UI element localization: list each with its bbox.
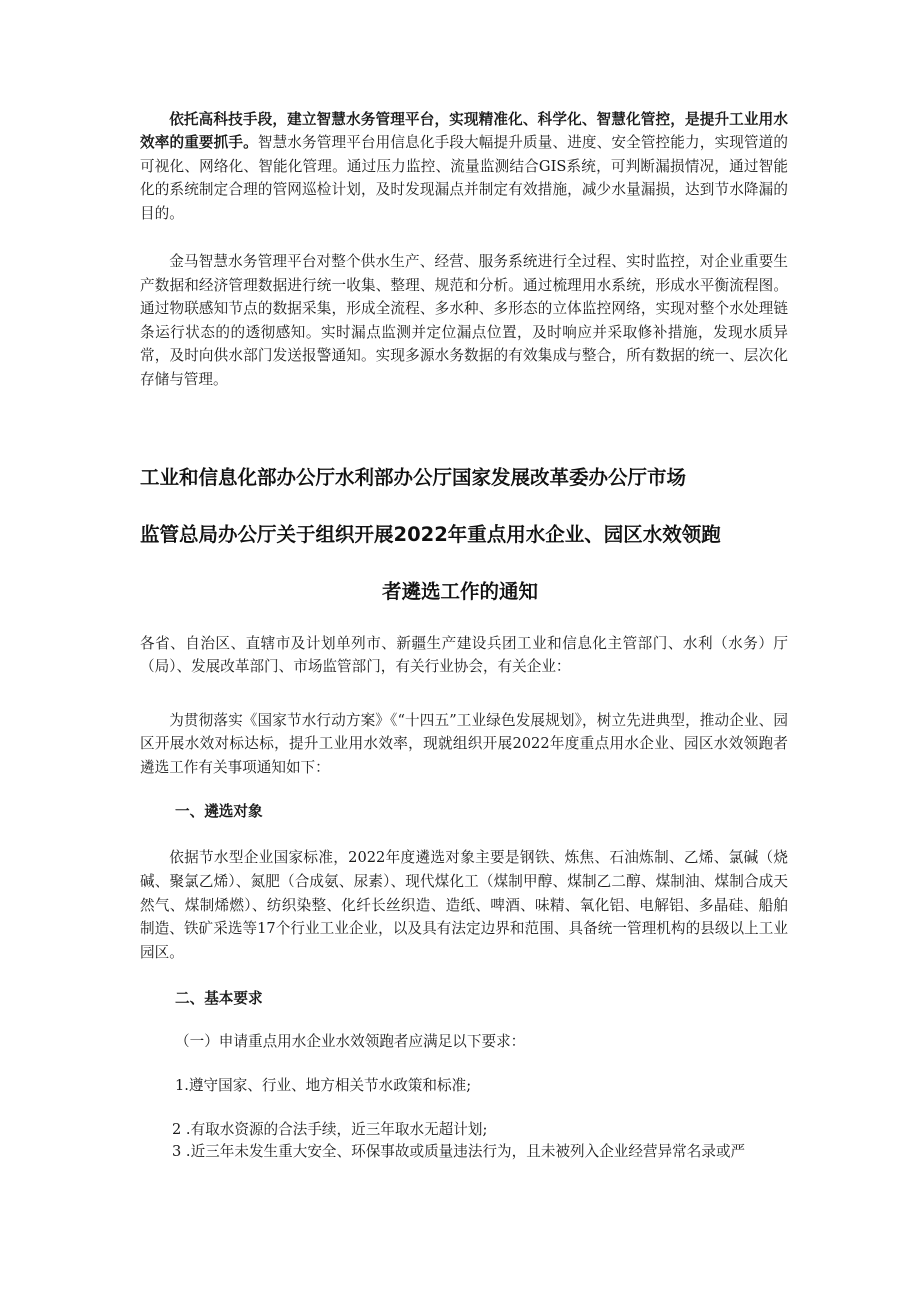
intro-paragraph: 为贯彻落实《国家节水行动方案》《“十四五”工业绿色发展规划》，树立先进典型，推动企业、园区开展水效对标达标，提升工业用水效率，现就组织开展2022年度重点用水企业、园区水效领跑者遴选工作有关事项通知如下： <box>140 712 788 776</box>
paragraph-smart-water <box>140 108 788 225</box>
salutation: 各省、自治区、直辖市及计划单列市、新疆生产建设兵团工业和信息化主管部门、水利（水务）厅（局）、发展改革部门、市场监管部门，有关行业协会，有关企业： <box>140 635 788 676</box>
section-2-sub-1: （一）申请重点用水企业水效领跑者应满足以下要求： <box>175 1033 526 1050</box>
section-2-heading: 二、基本要求 <box>175 990 263 1007</box>
requirement-item-2: 2 .有取水资源的合法手续，近三年取水无超计划; <box>172 1121 488 1138</box>
requirement-item-3: 3 .近三年未发生重大安全、环保事故或质量违法行为，且未被列入企业经营异常名录或严 <box>172 1143 746 1160</box>
paragraph-lead-bold: 依托高科技手段，建立智慧水务管理平台，实现精准化、科学化、智慧化管控，是提升工业用水效率的重要抓手。 <box>140 111 788 152</box>
notice-title-line-1: 工业和信息化部办公厅水利部办公厅国家发展改革委办公厅市场 <box>140 466 687 489</box>
paragraph-jinma-platform: 金马智慧水务管理平台对整个供水生产、经营、服务系统进行全过程、实时监控，对企业重要生产数据和经济管理数据进行统一收集、整理、规范和分析。通过梳理用水系统，形成水平衡流程图。通过物联感知节点的数据采集，形成全流程、多水种、多形态的立体监控网络，实现对整个水处理链条运行状态的的透彻感知。实时漏点监测并定位漏点位置，及时响应并采取修补措施，发现水质异常，及时向供水部门发送报警通知。实现多源水务数据的有效集成与整合，所有数据的统一、层次化存储与管理。 <box>140 253 788 388</box>
paragraph-body: 智慧水务管理平台用信息化手段大幅提升质量、进度、安全管控能力，实现管道的可视化、网络化、智能化管理。通过压力监控、流量监测结合GIS系统，可判断漏损情况，通过智能化的系统制定合理的管网巡检计划，及时发现漏点并制定有效措施，减少水量漏损，达到节水降漏的目的。 <box>140 134 788 222</box>
requirement-item-1: 1.遵守国家、行业、地方相关节水政策和标准; <box>175 1077 472 1094</box>
notice-title-line-3: 者遴选工作的通知 <box>381 580 538 603</box>
section-1-heading: 一、遴选对象 <box>175 803 263 820</box>
section-1-body: 依据节水型企业国家标准，2022年度遴选对象主要是钢铁、炼焦、石油炼制、乙烯、氯碱（烧碱、聚氯乙烯）、氮肥（合成氨、尿素）、现代煤化工（煤制甲醇、煤制乙二醇、煤制油、煤制合成天然气、煤制烯燃）、纺织染整、化纤长丝织造、造纸、啤酒、味精、氧化铝、电解铝、多晶硅、船舶制造、铁矿采选等17个行业工业企业，以及具有法定边界和范围、具备统一管理机构的县级以上工业园区。 <box>140 849 788 962</box>
notice-title-line-2: 监管总局办公厅关于组织开展2022年重点用水企业、园区水效领跑 <box>140 523 721 546</box>
